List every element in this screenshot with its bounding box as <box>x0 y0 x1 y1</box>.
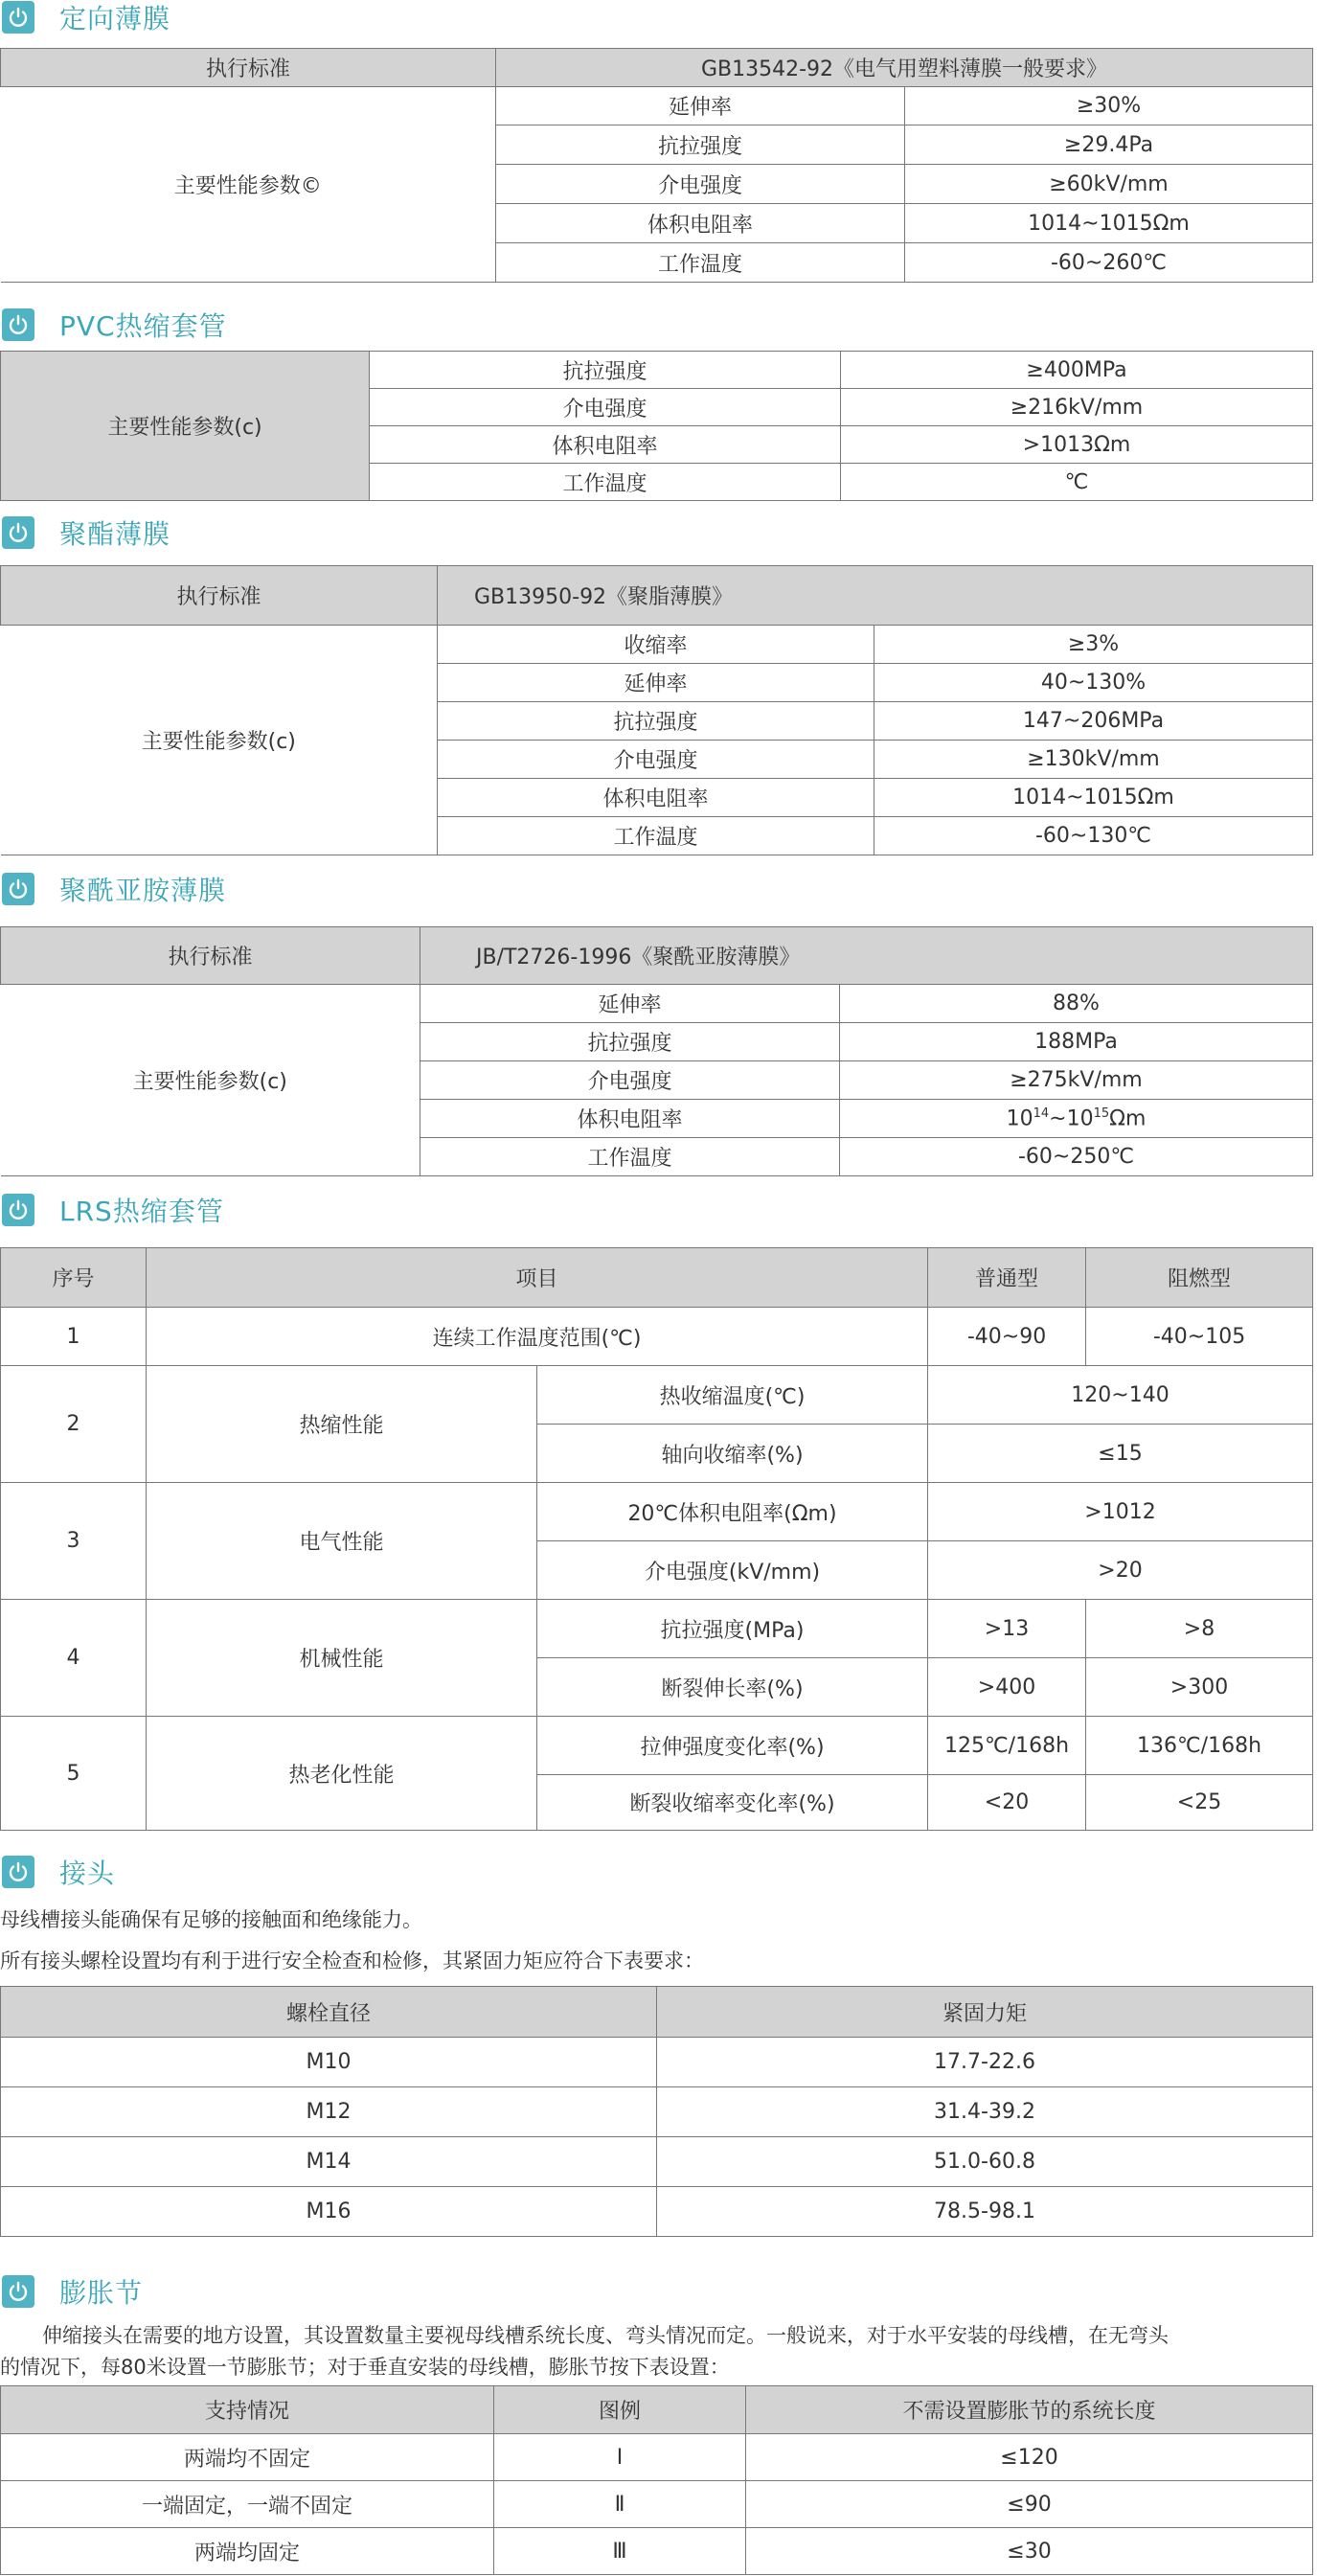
param-value: -60~250℃ <box>840 1138 1313 1176</box>
param-value: 40~130% <box>874 664 1313 702</box>
row-value: 120~140 <box>928 1366 1313 1425</box>
row-legend: Ⅰ <box>494 2434 746 2481</box>
table-row <box>1 566 1313 626</box>
param-value: ≥60kV/mm <box>905 165 1313 204</box>
row-value: ≤15 <box>928 1425 1313 1483</box>
table-row <box>1 352 1313 389</box>
row-group: 机械性能 <box>147 1600 537 1717</box>
table-row <box>1 2087 1313 2137</box>
param-name: 抗拉强度 <box>438 702 874 741</box>
section-title-polyester-film <box>0 515 170 550</box>
param-name: 延伸率 <box>438 664 874 702</box>
table-row <box>1 49 1313 87</box>
joint-torque-table <box>0 1986 1313 2237</box>
row-group: 热缩性能 <box>147 1366 537 1483</box>
row-dia: M16 <box>1 2187 657 2237</box>
row-torque: 17.7-22.6 <box>657 2038 1313 2087</box>
lrs-sleeve-table <box>0 1247 1313 1831</box>
row-item: 介电强度(kV/mm) <box>537 1541 928 1600</box>
param-label: 主要性能参数© <box>1 87 496 283</box>
header-normal: 普通型 <box>928 1248 1086 1308</box>
param-value: ≥3% <box>874 626 1313 664</box>
param-value: 147~206MPa <box>874 702 1313 741</box>
header-torque: 紧固力矩 <box>657 1987 1313 2038</box>
pvc-sleeve-table <box>0 351 1313 501</box>
row-legend: Ⅱ <box>494 2481 746 2528</box>
std-label: 执行标准 <box>1 927 420 985</box>
row-item: 拉伸强度变化率(%) <box>537 1717 928 1775</box>
row-item: 热收缩温度(℃) <box>537 1366 928 1425</box>
row-flame: >8 <box>1086 1600 1313 1658</box>
row-value: >1012 <box>928 1483 1313 1541</box>
power-icon <box>2 1 34 34</box>
param-name: 体积电阻率 <box>438 779 874 817</box>
header-length: 不需设置膨胀节的系统长度 <box>746 2386 1313 2434</box>
row-support: 两端均不固定 <box>1 2434 494 2481</box>
row-dia: M12 <box>1 2087 657 2137</box>
param-value: ≥275kV/mm <box>840 1061 1313 1100</box>
table-row <box>1 2528 1313 2575</box>
row-item: 抗拉强度(MPa) <box>537 1600 928 1658</box>
param-name: 工作温度 <box>496 243 905 283</box>
header-no: 序号 <box>1 1248 147 1308</box>
row-support: 两端均固定 <box>1 2528 494 2575</box>
header-support: 支持情况 <box>1 2386 494 2434</box>
param-name: 介电强度 <box>438 741 874 779</box>
param-name: 体积电阻率 <box>370 426 841 464</box>
power-icon <box>2 2275 34 2308</box>
row-normal: -40~90 <box>928 1308 1086 1366</box>
section-title-text: 聚酯薄膜 <box>59 518 171 550</box>
param-value: ≥400MPa <box>841 352 1313 389</box>
table-row <box>1 1600 1313 1658</box>
expansion-joint-table <box>0 2385 1313 2575</box>
row-no: 4 <box>1 1600 147 1717</box>
table-row <box>1 1366 1313 1425</box>
param-name: 抗拉强度 <box>370 352 841 389</box>
header-dia: 螺栓直径 <box>1 1987 657 2038</box>
section-title-text: 聚酰亚胺薄膜 <box>59 875 227 906</box>
row-length: ≤90 <box>746 2481 1313 2528</box>
table-row <box>1 1717 1313 1775</box>
param-name: 工作温度 <box>438 817 874 855</box>
section-title-text: LRS热缩套管 <box>59 1196 224 1227</box>
power-icon <box>2 516 34 549</box>
std-label: 执行标准 <box>1 566 438 626</box>
section-title-text: PVC热缩套管 <box>59 310 227 342</box>
row-dia: M10 <box>1 2038 657 2087</box>
param-value: ≥30% <box>905 87 1313 125</box>
table-row <box>1 1248 1313 1308</box>
row-flame: -40~105 <box>1086 1308 1313 1366</box>
header-flame: 阻燃型 <box>1086 1248 1313 1308</box>
section-title-expansion-joint <box>0 2274 143 2309</box>
row-flame: 136℃/168h <box>1086 1717 1313 1775</box>
param-name: 介电强度 <box>420 1061 840 1100</box>
table-row <box>1 927 1313 985</box>
param-value: 188MPa <box>840 1023 1313 1061</box>
table-row <box>1 1483 1313 1541</box>
row-group: 热老化性能 <box>147 1717 537 1831</box>
section-title-oriented-film <box>0 0 170 34</box>
polyimide-film-table <box>0 926 1313 1176</box>
row-legend: Ⅲ <box>494 2528 746 2575</box>
row-torque: 51.0-60.8 <box>657 2137 1313 2187</box>
param-value: -60~130℃ <box>874 817 1313 855</box>
row-normal: <20 <box>928 1775 1086 1831</box>
row-item: 20℃体积电阻率(Ωm) <box>537 1483 928 1541</box>
param-name: 延伸率 <box>420 985 840 1023</box>
row-item: 断裂收缩率变化率(%) <box>537 1775 928 1831</box>
param-label: 主要性能参数(c) <box>1 626 438 855</box>
std-label: 执行标准 <box>1 49 496 87</box>
section-title-text: 定向薄膜 <box>59 3 171 34</box>
param-value: ≥216kV/mm <box>841 389 1313 426</box>
param-name: 收缩率 <box>438 626 874 664</box>
param-value: ≥130kV/mm <box>874 741 1313 779</box>
param-value: >1013Ωm <box>841 426 1313 464</box>
std-value: GB13950-92《聚脂薄膜》 <box>438 566 1313 626</box>
table-row <box>1 2038 1313 2087</box>
param-name: 体积电阻率 <box>420 1100 840 1138</box>
param-name: 工作温度 <box>370 464 841 501</box>
power-icon <box>2 873 34 905</box>
polyester-film-table <box>0 565 1313 855</box>
std-value: JB/T2726-1996《聚酰亚胺薄膜》 <box>420 927 1313 985</box>
section-title-polyimide-film <box>0 872 226 906</box>
param-name: 介电强度 <box>496 165 905 204</box>
table-row <box>1 985 1313 1023</box>
row-support: 一端固定，一端不固定 <box>1 2481 494 2528</box>
param-label: 主要性能参数(c) <box>1 985 420 1176</box>
row-group: 电气性能 <box>147 1483 537 1600</box>
param-value: 88% <box>840 985 1313 1023</box>
power-icon <box>2 1194 34 1226</box>
row-normal: >400 <box>928 1658 1086 1717</box>
section-title-lrs-sleeve <box>0 1193 224 1227</box>
section-title-joint <box>0 1855 115 1889</box>
row-normal: 125℃/168h <box>928 1717 1086 1775</box>
param-name: 延伸率 <box>496 87 905 125</box>
row-length: ≤30 <box>746 2528 1313 2575</box>
table-row <box>1 2386 1313 2434</box>
row-no: 1 <box>1 1308 147 1366</box>
joint-paragraph-1: 母线槽接头能确保有足够的接触面和绝缘能力。 <box>0 1908 422 1931</box>
param-name: 抗拉强度 <box>496 125 905 165</box>
param-label: 主要性能参数(c) <box>1 352 370 501</box>
table-row <box>1 2434 1313 2481</box>
param-value: 1014~1015Ωm <box>905 204 1313 243</box>
row-torque: 31.4-39.2 <box>657 2087 1313 2137</box>
joint-paragraph-2: 所有接头螺栓设置均有利于进行安全检查和检修，其紧固力矩应符合下表要求： <box>0 1949 704 1972</box>
table-row <box>1 2137 1313 2187</box>
header-legend: 图例 <box>494 2386 746 2434</box>
table-row <box>1 2187 1313 2237</box>
row-flame: <25 <box>1086 1775 1313 1831</box>
row-no: 2 <box>1 1366 147 1483</box>
section-title-pvc-sleeve <box>0 308 227 342</box>
header-item: 项目 <box>147 1248 928 1308</box>
table-row <box>1 1987 1313 2038</box>
row-normal: >13 <box>928 1600 1086 1658</box>
expansion-paragraph-1: 伸缩接头在需要的地方设置，其设置数量主要视母线槽系统长度、弯头情况而定。一般说来，对于水平安装的母线槽，在无弯头 <box>42 2324 1169 2347</box>
table-row <box>1 87 1313 125</box>
param-value: -60~260℃ <box>905 243 1313 283</box>
section-title-text: 接头 <box>59 1858 116 1889</box>
power-icon <box>2 1856 34 1888</box>
row-item: 轴向收缩率(%) <box>537 1425 928 1483</box>
row-flame: >300 <box>1086 1658 1313 1717</box>
param-name: 抗拉强度 <box>420 1023 840 1061</box>
row-no: 3 <box>1 1483 147 1600</box>
table-row <box>1 2481 1313 2528</box>
row-no: 5 <box>1 1717 147 1831</box>
row-dia: M14 <box>1 2137 657 2187</box>
oriented-film-table <box>0 48 1313 283</box>
param-value: ℃ <box>841 464 1313 501</box>
expansion-paragraph-2: 的情况下，每80米设置一节膨胀节；对于垂直安装的母线槽，膨胀节按下表设置： <box>0 2356 730 2379</box>
section-title-text: 膨胀节 <box>59 2277 144 2309</box>
row-item: 断裂伸长率(%) <box>537 1658 928 1717</box>
row-torque: 78.5-98.1 <box>657 2187 1313 2237</box>
std-value: GB13542-92《电气用塑料薄膜一般要求》 <box>496 49 1313 87</box>
row-item: 连续工作温度范围(℃) <box>147 1308 928 1366</box>
row-length: ≤120 <box>746 2434 1313 2481</box>
param-name: 介电强度 <box>370 389 841 426</box>
table-row <box>1 1308 1313 1366</box>
table-row <box>1 626 1313 664</box>
param-value: ≥29.4Pa <box>905 125 1313 165</box>
param-value: $10^{14}\sim 10^{15}\Omega m$ <box>840 1100 1313 1138</box>
param-value: 1014~1015Ωm <box>874 779 1313 817</box>
param-name: 工作温度 <box>420 1138 840 1176</box>
power-icon <box>2 308 34 341</box>
row-value: >20 <box>928 1541 1313 1600</box>
param-name: 体积电阻率 <box>496 204 905 243</box>
